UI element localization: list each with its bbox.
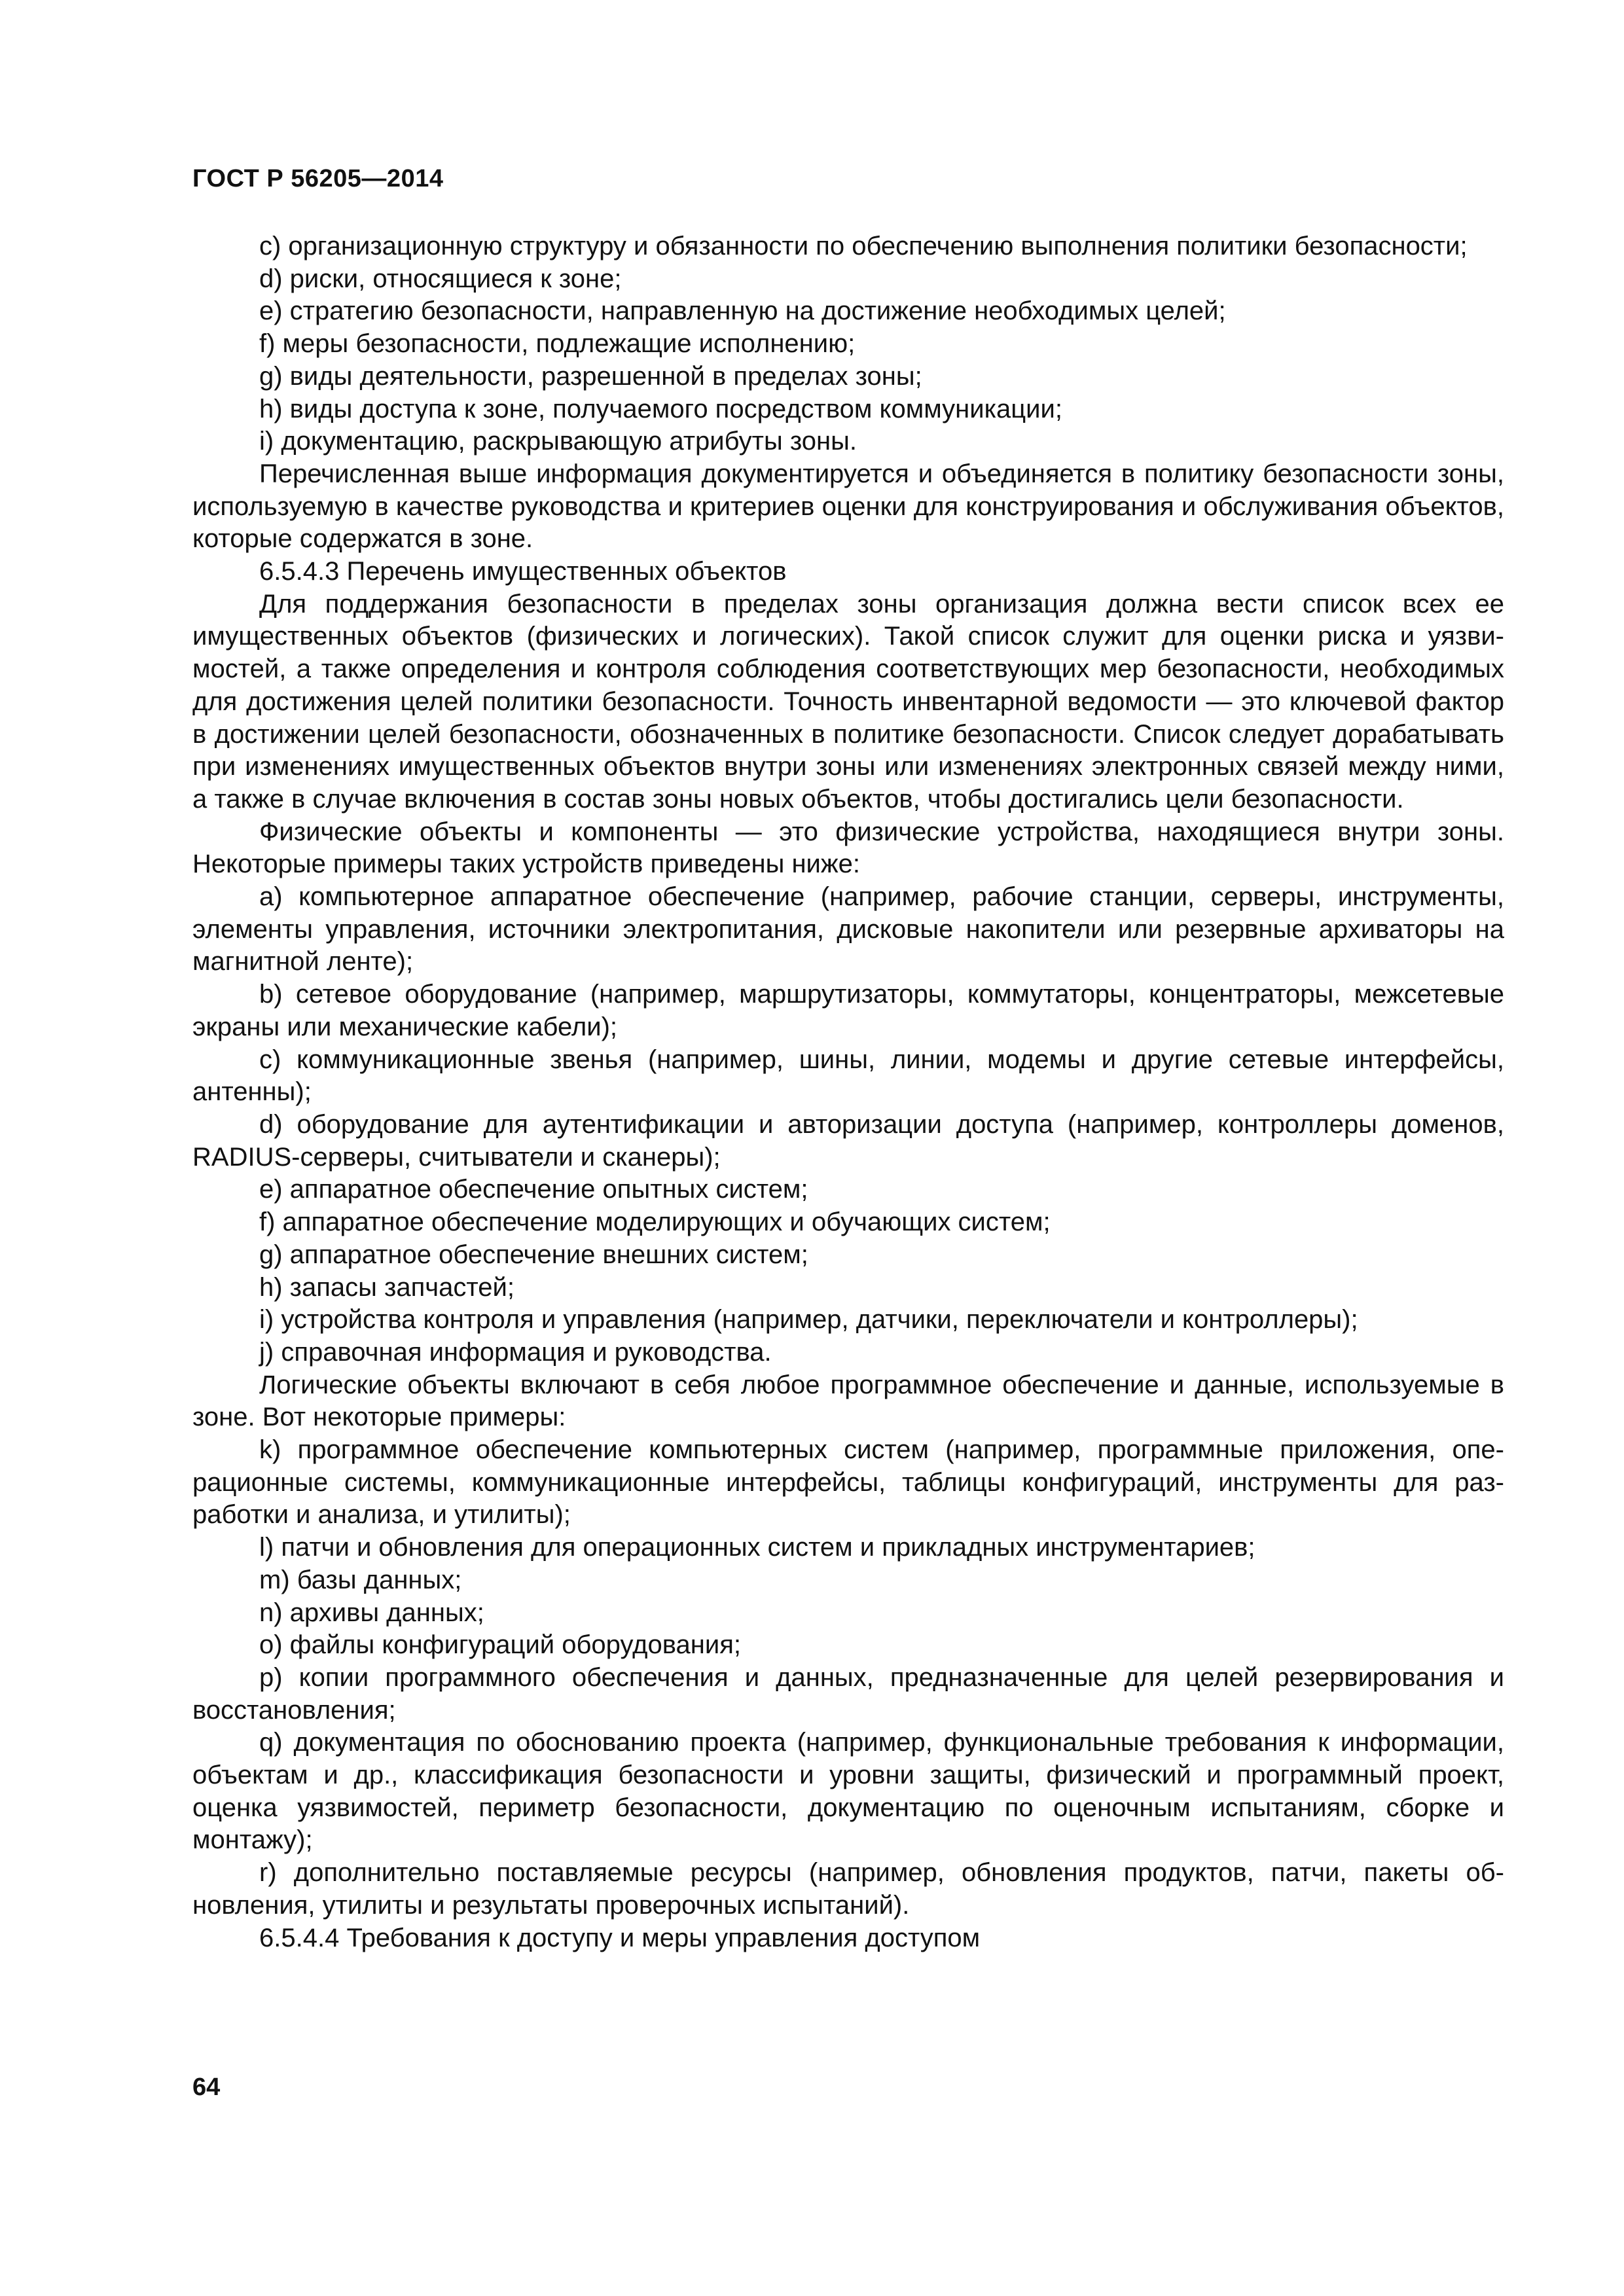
paragraph: l) патчи и обновления для операционных систем и прикладных инструментариев; xyxy=(259,1533,1255,1562)
paragraph: i) документацию, раскрывающую атрибуты зоны. xyxy=(259,427,857,456)
paragraph: j) справочная информация и руководства. xyxy=(259,1337,772,1367)
paragraph: Логические объекты включают в себя любое программное обеспечение и данные, используемые в зоне. Вот некоторые примеры: xyxy=(192,1370,1504,1432)
paragraph: g) аппаратное обеспечение внешних систем; xyxy=(259,1240,808,1269)
paragraph: o) файлы конфигураций оборудования; xyxy=(259,1630,741,1660)
paragraph: b) сетевое оборудование (например, маршрутизаторы, коммутаторы, концентраторы, межсетевые экраны или механические кабели); xyxy=(192,980,1504,1041)
paragraph: q) документация по обоснованию проекта (например, функциональные требования к информации, объектам и др., классификация безопасности и уровни защиты, физический и программный проект, оценка уязвимостей, периметр безопасности, документацию по оценочным испытаниям, сборке и монтажу); xyxy=(192,1728,1504,1855)
document-code-header: ГОСТ Р 56205—2014 xyxy=(192,165,444,192)
paragraph: m) базы данных; xyxy=(259,1565,462,1594)
paragraph: e) стратегию безопасности, направленную на достижение необходимых целей; xyxy=(259,296,1226,326)
paragraph: a) компьютерное аппаратное обеспечение (например, рабочие станции, серверы, инструменты, элементы управления, источники электропитания, дисковые накопители или резервные архиваторы на магнитной ленте); xyxy=(192,882,1504,977)
paragraph: n) архивы данных; xyxy=(259,1598,484,1627)
paragraph: r) дополнительно поставляемые ресурсы (например, обновления продуктов, патчи, пакеты обновления, утилиты и результаты проверочных испытаний). xyxy=(192,1858,1504,1920)
paragraph: p) копии программного обеспечения и данных, предназначенные для целей резервирования и восстановления; xyxy=(192,1662,1504,1725)
section-heading: 6.5.4.4 Требования к доступу и меры управления доступом xyxy=(259,1923,981,1952)
paragraph: Для поддержания безопасности в пределах зоны организация должна вести список всех ее имущественных объектов (физических и логических). Такой список служит для оценки риска и уязвимостей, а также определения и контроля соблюдения соответствующих мер безопасности, необходимых для достижения целей политики безопасности. Точность инвентарной ведомости — это ключевой фактор в достижении целей безопасности, обозначенных в политике безопасности. Список следует дорабатывать при изменениях имущественных объектов внутри зоны или изменениях электронных связей между ними, а также в случае включения в состав зоны новых объектов, чтобы достигались цели безопасности. xyxy=(192,589,1504,814)
paragraph: f) меры безопасности, подлежащие исполнению; xyxy=(259,329,856,359)
paragraph: k) программное обеспечение компьютерных систем (например, программные приложения, операционные системы, коммуникационные интерфейсы, таблицы конфигураций, инструменты для разработки и анализа, и утилиты); xyxy=(192,1435,1504,1530)
paragraph: Перечисленная выше информация документируется и объединяется в политику безопасности зоны, используемую в качестве руководства и критериев оценки для конструирования и обслуживания объектов, которые содержатся в зоне. xyxy=(192,459,1504,554)
paragraph: d) оборудование для аутентификации и авторизации доступа (например, контроллеры доменов, RADIUS-серверы, считыватели и сканеры); xyxy=(192,1109,1504,1172)
paragraph: f) аппаратное обеспечение моделирующих и обучающих систем; xyxy=(259,1208,1051,1237)
paragraph: h) запасы запчастей; xyxy=(259,1272,514,1302)
paragraph: c) организационную структуру и обязанности по обеспечению выполнения политики безопасности; xyxy=(259,232,1468,260)
body-text xyxy=(192,230,1504,1954)
page-number: 64 xyxy=(192,2073,221,2101)
paragraph: e) аппаратное обеспечение опытных систем; xyxy=(259,1175,808,1204)
paragraph: g) виды деятельности, разрешенной в пределах зоны; xyxy=(259,361,922,391)
paragraph: c) коммуникационные звенья (например, шины, линии, модемы и другие сетевые интерфейсы, антенны); xyxy=(192,1045,1504,1107)
section-heading: 6.5.4.3 Перечень имущественных объектов xyxy=(259,557,787,586)
paragraph: i) устройства контроля и управления (например, датчики, переключатели и контроллеры); xyxy=(259,1305,1358,1335)
paragraph: Физические объекты и компоненты — это физические устройства, находящиеся внутри зоны. Некоторые примеры таких устройств приведены ниже: xyxy=(192,817,1504,879)
paragraph: d) риски, относящиеся к зоне; xyxy=(259,264,622,293)
paragraph: h) виды доступа к зоне, получаемого посредством коммуникации; xyxy=(259,394,1062,423)
